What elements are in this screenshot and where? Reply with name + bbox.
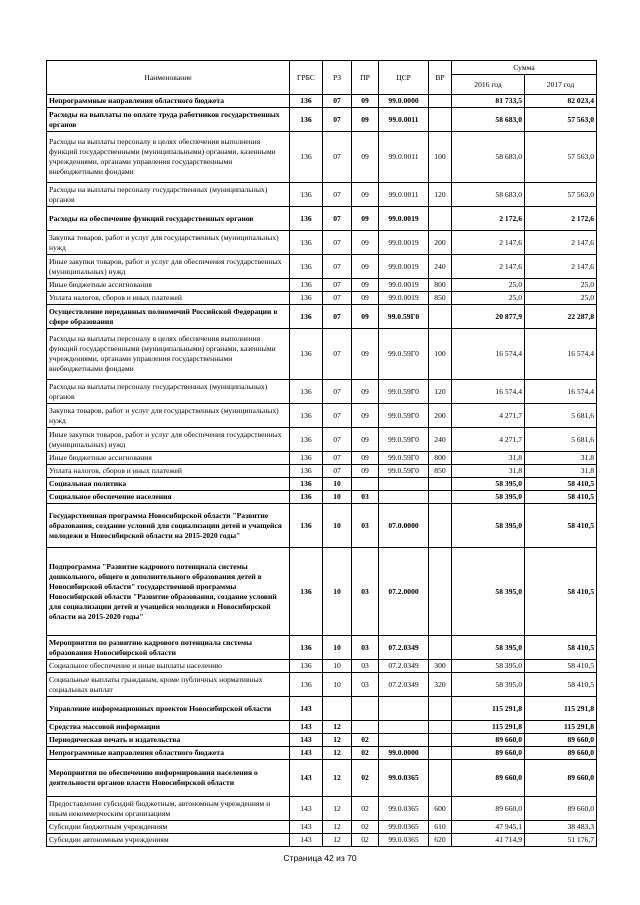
row-sum-2017: 58 410,5 xyxy=(525,491,597,504)
table-row xyxy=(47,279,597,292)
table-row xyxy=(47,255,597,279)
row-rz: 12 xyxy=(323,760,352,797)
page-number: Страница 42 из 70 xyxy=(283,853,357,863)
row-rz: 07 xyxy=(323,465,352,478)
row-rz: 07 xyxy=(323,292,352,305)
row-vr: 800 xyxy=(429,452,452,465)
row-name: Расходы на выплаты персоналу в целях обеспечения выполнения функций государственными (муниципальными) органами, казенными учреждениями, органами управления государственными внебюджетными фондами xyxy=(47,329,290,380)
row-vr xyxy=(429,760,452,797)
row-name: Расходы на обеспечение функций государственных органов xyxy=(47,207,290,231)
table-row xyxy=(47,292,597,305)
row-pr: 09 xyxy=(352,255,379,279)
row-name: Закупка товаров, работ и услуг для государственных (муниципальных) нужд xyxy=(47,231,290,255)
row-vr: 850 xyxy=(429,292,452,305)
row-pr: 03 xyxy=(352,636,379,660)
row-name: Непрограммные направления областного бюджета xyxy=(47,747,290,760)
row-csr xyxy=(379,697,429,721)
row-sum-2016: 31,8 xyxy=(452,465,525,478)
row-csr: 07.2.0349 xyxy=(379,673,429,697)
row-grbs: 136 xyxy=(290,491,323,504)
row-csr: 99.0.0011 xyxy=(379,132,429,183)
row-csr: 99.0.0019 xyxy=(379,292,429,305)
row-vr: 320 xyxy=(429,673,452,697)
row-csr: 07.2.0349 xyxy=(379,660,429,673)
row-pr xyxy=(352,478,379,491)
row-sum-2017: 25,0 xyxy=(525,279,597,292)
table-row xyxy=(47,183,597,207)
table-row xyxy=(47,132,597,183)
row-vr xyxy=(429,747,452,760)
row-grbs: 136 xyxy=(290,404,323,428)
row-grbs: 136 xyxy=(290,292,323,305)
row-name: Расходы на выплаты по оплате труда работников государственных органов xyxy=(47,108,290,132)
row-rz: 07 xyxy=(323,404,352,428)
row-rz: 10 xyxy=(323,478,352,491)
row-csr: 99.0.0011 xyxy=(379,108,429,132)
row-grbs: 136 xyxy=(290,207,323,231)
row-vr: 300 xyxy=(429,660,452,673)
row-sum-2017: 58 410,5 xyxy=(525,504,597,548)
table-row xyxy=(47,834,597,847)
row-pr: 03 xyxy=(352,660,379,673)
row-csr: 99.0.0011 xyxy=(379,183,429,207)
row-rz: 07 xyxy=(323,108,352,132)
table-row xyxy=(47,404,597,428)
row-name: Предоставление субсидий бюджетным, автономным учреждениям и иным некоммерческим организациям xyxy=(47,797,290,821)
row-vr xyxy=(429,734,452,747)
row-sum-2017: 5 681,6 xyxy=(525,428,597,452)
row-pr: 09 xyxy=(352,279,379,292)
row-sum-2017: 58 410,5 xyxy=(525,673,597,697)
row-sum-2016: 58 683,0 xyxy=(452,108,525,132)
row-sum-2017: 2 172,6 xyxy=(525,207,597,231)
table-row xyxy=(47,428,597,452)
row-pr: 02 xyxy=(352,760,379,797)
table-row xyxy=(47,231,597,255)
row-name: Расходы на выплаты персоналу в целях обеспечения выполнения функций государственными (муниципальными) органами, казенными учреждениями, органами управления государственными внебюджетными фондами xyxy=(47,132,290,183)
row-sum-2017: 2 147,6 xyxy=(525,255,597,279)
row-pr: 09 xyxy=(352,231,379,255)
row-pr: 02 xyxy=(352,834,379,847)
row-sum-2017: 31,8 xyxy=(525,465,597,478)
row-sum-2017: 89 660,0 xyxy=(525,747,597,760)
row-sum-2016: 81 733,5 xyxy=(452,95,525,108)
row-grbs: 136 xyxy=(290,636,323,660)
row-csr: 99.0.0019 xyxy=(379,207,429,231)
row-sum-2016: 25,0 xyxy=(452,279,525,292)
row-grbs: 136 xyxy=(290,255,323,279)
header-year-2017: 2017 год xyxy=(525,75,597,95)
table-row xyxy=(47,95,597,108)
header-pr: ПР xyxy=(352,61,379,95)
row-sum-2017: 38 483,3 xyxy=(525,821,597,834)
row-pr: 03 xyxy=(352,548,379,636)
row-name: Средства массовой информации xyxy=(47,721,290,734)
row-pr: 09 xyxy=(352,132,379,183)
row-name: Уплата налогов, сборов и иных платежей xyxy=(47,292,290,305)
row-sum-2017: 115 291,8 xyxy=(525,721,597,734)
row-pr: 09 xyxy=(352,404,379,428)
row-name: Социальное обеспечение населения xyxy=(47,491,290,504)
row-pr: 09 xyxy=(352,452,379,465)
row-grbs: 136 xyxy=(290,329,323,380)
row-vr xyxy=(429,95,452,108)
table-row xyxy=(47,478,597,491)
table-row xyxy=(47,452,597,465)
row-vr: 600 xyxy=(429,797,452,821)
row-vr: 240 xyxy=(429,428,452,452)
row-name: Периодическая печать и издательства xyxy=(47,734,290,747)
row-vr: 800 xyxy=(429,279,452,292)
row-pr: 09 xyxy=(352,305,379,329)
row-csr: 99.0.59Г0 xyxy=(379,380,429,404)
row-rz: 07 xyxy=(323,183,352,207)
row-sum-2017: 58 410,5 xyxy=(525,548,597,636)
row-vr xyxy=(429,207,452,231)
row-pr: 02 xyxy=(352,821,379,834)
row-name: Непрограммные направления областного бюджета xyxy=(47,95,290,108)
row-sum-2017: 16 574,4 xyxy=(525,380,597,404)
row-vr: 620 xyxy=(429,834,452,847)
row-pr: 09 xyxy=(352,95,379,108)
table-row xyxy=(47,797,597,821)
header-csr: ЦСР xyxy=(379,61,429,95)
row-rz: 07 xyxy=(323,255,352,279)
table-row xyxy=(47,821,597,834)
row-csr: 07.2.0349 xyxy=(379,636,429,660)
row-rz: 07 xyxy=(323,452,352,465)
row-sum-2016: 58 395,0 xyxy=(452,636,525,660)
row-name: Субсидии бюджетным учреждениям xyxy=(47,821,290,834)
table-row xyxy=(47,465,597,478)
row-sum-2016: 58 395,0 xyxy=(452,491,525,504)
row-vr xyxy=(429,697,452,721)
row-name: Управление информационных проектов Новосибирской области xyxy=(47,697,290,721)
row-sum-2016: 2 147,6 xyxy=(452,255,525,279)
row-pr xyxy=(352,721,379,734)
row-grbs: 143 xyxy=(290,734,323,747)
row-grbs: 136 xyxy=(290,452,323,465)
row-csr: 99.0.0000 xyxy=(379,95,429,108)
row-grbs: 136 xyxy=(290,183,323,207)
row-sum-2017: 5 681,6 xyxy=(525,404,597,428)
header-vr: ВР xyxy=(429,61,452,95)
row-csr: 99.0.59Г0 xyxy=(379,329,429,380)
row-vr: 120 xyxy=(429,380,452,404)
row-sum-2016: 58 395,0 xyxy=(452,660,525,673)
row-name: Социальные выплаты гражданам, кроме публичных нормативных социальных выплат xyxy=(47,673,290,697)
row-grbs: 136 xyxy=(290,673,323,697)
row-sum-2016: 47 945,1 xyxy=(452,821,525,834)
row-vr xyxy=(429,636,452,660)
row-rz: 07 xyxy=(323,329,352,380)
row-pr: 09 xyxy=(352,329,379,380)
row-sum-2017: 16 574,4 xyxy=(525,329,597,380)
row-csr xyxy=(379,478,429,491)
row-rz: 07 xyxy=(323,207,352,231)
row-sum-2016: 25,0 xyxy=(452,292,525,305)
table-row xyxy=(47,491,597,504)
row-pr: 09 xyxy=(352,380,379,404)
table-row xyxy=(47,673,597,697)
row-sum-2017: 58 410,5 xyxy=(525,660,597,673)
row-pr: 02 xyxy=(352,747,379,760)
row-sum-2017: 58 410,5 xyxy=(525,478,597,491)
row-sum-2016: 58 395,0 xyxy=(452,548,525,636)
row-csr: 99.0.0019 xyxy=(379,231,429,255)
row-grbs: 136 xyxy=(290,465,323,478)
row-sum-2016: 58 395,0 xyxy=(452,478,525,491)
row-rz: 10 xyxy=(323,673,352,697)
row-rz: 12 xyxy=(323,734,352,747)
row-csr: 99.0.0019 xyxy=(379,279,429,292)
row-sum-2016: 58 395,0 xyxy=(452,673,525,697)
row-csr xyxy=(379,491,429,504)
row-pr xyxy=(352,697,379,721)
row-sum-2016: 89 660,0 xyxy=(452,797,525,821)
table-row xyxy=(47,636,597,660)
row-vr xyxy=(429,491,452,504)
budget-table xyxy=(46,60,597,847)
row-sum-2016: 58 683,0 xyxy=(452,183,525,207)
row-vr: 610 xyxy=(429,821,452,834)
header-grbs: ГРБС xyxy=(290,61,323,95)
row-csr: 99.0.0000 xyxy=(379,747,429,760)
row-grbs: 136 xyxy=(290,380,323,404)
row-vr xyxy=(429,108,452,132)
row-pr: 09 xyxy=(352,207,379,231)
row-grbs: 143 xyxy=(290,747,323,760)
table-body xyxy=(47,95,597,847)
table-header xyxy=(47,61,597,95)
row-vr: 200 xyxy=(429,231,452,255)
row-rz: 07 xyxy=(323,132,352,183)
row-name: Социальное обеспечение и иные выплаты населению xyxy=(47,660,290,673)
row-sum-2017: 57 563,0 xyxy=(525,108,597,132)
row-sum-2017: 51 176,7 xyxy=(525,834,597,847)
row-name: Расходы на выплаты персоналу государственных (муниципальных) органов xyxy=(47,380,290,404)
row-name: Осуществление переданных полномочий Российской Федерации в сфере образования xyxy=(47,305,290,329)
row-vr: 120 xyxy=(429,183,452,207)
row-sum-2016: 58 395,0 xyxy=(452,504,525,548)
row-vr: 240 xyxy=(429,255,452,279)
row-csr: 99.0.0365 xyxy=(379,797,429,821)
header-rz: РЗ xyxy=(323,61,352,95)
row-vr xyxy=(429,721,452,734)
row-sum-2017: 89 660,0 xyxy=(525,734,597,747)
row-csr xyxy=(379,734,429,747)
row-csr: 07.2.0000 xyxy=(379,548,429,636)
row-grbs: 136 xyxy=(290,108,323,132)
row-grbs: 136 xyxy=(290,478,323,491)
row-pr: 03 xyxy=(352,491,379,504)
row-sum-2016: 16 574,4 xyxy=(452,329,525,380)
row-sum-2017: 89 660,0 xyxy=(525,797,597,821)
row-csr: 07.0.0000 xyxy=(379,504,429,548)
row-pr: 09 xyxy=(352,183,379,207)
table-row xyxy=(47,660,597,673)
row-name: Уплата налогов, сборов и иных платежей xyxy=(47,465,290,478)
row-grbs: 143 xyxy=(290,821,323,834)
row-grbs: 136 xyxy=(290,279,323,292)
row-rz: 07 xyxy=(323,231,352,255)
row-rz xyxy=(323,697,352,721)
table-row xyxy=(47,734,597,747)
row-grbs: 143 xyxy=(290,697,323,721)
table-row xyxy=(47,721,597,734)
row-sum-2016: 2 147,6 xyxy=(452,231,525,255)
row-pr: 02 xyxy=(352,797,379,821)
row-name: Мероприятия по развитию кадрового потенциала системы образования Новосибирской области xyxy=(47,636,290,660)
row-sum-2016: 115 291,8 xyxy=(452,721,525,734)
row-grbs: 136 xyxy=(290,95,323,108)
row-rz: 07 xyxy=(323,380,352,404)
row-name: Иные бюджетные ассигнования xyxy=(47,279,290,292)
table-row xyxy=(47,108,597,132)
row-rz: 07 xyxy=(323,305,352,329)
row-pr: 09 xyxy=(352,428,379,452)
row-name: Социальная политика xyxy=(47,478,290,491)
row-rz: 12 xyxy=(323,747,352,760)
row-rz: 12 xyxy=(323,834,352,847)
row-sum-2017: 89 660,0 xyxy=(525,760,597,797)
row-csr xyxy=(379,721,429,734)
row-csr: 99.0.0019 xyxy=(379,255,429,279)
row-sum-2016: 89 660,0 xyxy=(452,760,525,797)
row-name: Субсидии автономным учреждениям xyxy=(47,834,290,847)
row-pr: 02 xyxy=(352,734,379,747)
row-rz: 10 xyxy=(323,548,352,636)
row-sum-2016: 16 574,4 xyxy=(452,380,525,404)
header-year-2016: 2016 год xyxy=(452,75,525,95)
row-csr: 99.0.59Г0 xyxy=(379,452,429,465)
table-row xyxy=(47,207,597,231)
row-csr: 99.0.59Г0 xyxy=(379,428,429,452)
row-grbs: 136 xyxy=(290,132,323,183)
row-csr: 99.0.59Г0 xyxy=(379,404,429,428)
row-rz: 07 xyxy=(323,279,352,292)
row-grbs: 136 xyxy=(290,305,323,329)
row-rz: 12 xyxy=(323,797,352,821)
row-grbs: 136 xyxy=(290,548,323,636)
row-rz: 10 xyxy=(323,636,352,660)
row-vr: 200 xyxy=(429,404,452,428)
row-name: Иные закупки товаров, работ и услуг для обеспечения государственных (муниципальных) нужд xyxy=(47,255,290,279)
row-name: Мероприятия по обеспечению информирования населения о деятельности органов власти Новосибирской области xyxy=(47,760,290,797)
table-row xyxy=(47,548,597,636)
row-sum-2016: 20 877,9 xyxy=(452,305,525,329)
row-csr: 99.0.59Г0 xyxy=(379,465,429,478)
row-sum-2017: 57 563,0 xyxy=(525,132,597,183)
row-sum-2016: 58 683,0 xyxy=(452,132,525,183)
row-vr xyxy=(429,548,452,636)
row-grbs: 143 xyxy=(290,760,323,797)
row-rz: 12 xyxy=(323,721,352,734)
row-vr xyxy=(429,504,452,548)
row-grbs: 136 xyxy=(290,660,323,673)
table-row xyxy=(47,380,597,404)
row-grbs: 136 xyxy=(290,231,323,255)
row-csr: 99.0.59Г0 xyxy=(379,305,429,329)
row-name: Государственная программа Новосибирской области "Развитие образования, создание условий для социализации детей и учащейся молодежи в Новосибирской области на 2015-2020 годы" xyxy=(47,504,290,548)
table-row xyxy=(47,747,597,760)
row-name: Подпрограмма "Развитие кадрового потенциала системы дошкольного, общего и дополнительного образования детей в Новосибирской области" государственной программы Новосибирской области "Развитие образования, создание условий для социализации детей и учащейся молодежи в Новосибирской области на 2015-2020 годы" xyxy=(47,548,290,636)
row-sum-2016: 89 660,0 xyxy=(452,747,525,760)
row-vr xyxy=(429,305,452,329)
row-rz: 10 xyxy=(323,660,352,673)
row-sum-2016: 4 271,7 xyxy=(452,428,525,452)
row-sum-2017: 25,0 xyxy=(525,292,597,305)
row-sum-2017: 58 410,5 xyxy=(525,636,597,660)
row-sum-2017: 115 291,8 xyxy=(525,697,597,721)
row-sum-2016: 31,8 xyxy=(452,452,525,465)
row-rz: 10 xyxy=(323,504,352,548)
row-sum-2017: 82 023,4 xyxy=(525,95,597,108)
row-sum-2016: 2 172,6 xyxy=(452,207,525,231)
table-row xyxy=(47,305,597,329)
row-sum-2016: 115 291,8 xyxy=(452,697,525,721)
row-grbs: 143 xyxy=(290,721,323,734)
row-pr: 09 xyxy=(352,292,379,305)
row-grbs: 136 xyxy=(290,504,323,548)
row-vr xyxy=(429,478,452,491)
row-sum-2016: 4 271,7 xyxy=(452,404,525,428)
row-vr: 100 xyxy=(429,329,452,380)
row-csr: 99.0.0365 xyxy=(379,821,429,834)
row-pr: 09 xyxy=(352,108,379,132)
row-pr: 03 xyxy=(352,504,379,548)
row-name: Иные бюджетные ассигнования xyxy=(47,452,290,465)
row-name: Иные закупки товаров, работ и услуг для обеспечения государственных (муниципальных) нужд xyxy=(47,428,290,452)
table-row xyxy=(47,760,597,797)
table-row xyxy=(47,329,597,380)
header-sum: Сумма xyxy=(452,61,597,75)
row-grbs: 136 xyxy=(290,428,323,452)
row-rz: 07 xyxy=(323,95,352,108)
row-sum-2017: 2 147,6 xyxy=(525,231,597,255)
row-csr: 99.0.0365 xyxy=(379,760,429,797)
row-name: Расходы на выплаты персоналу государственных (муниципальных) органов xyxy=(47,183,290,207)
row-pr: 03 xyxy=(352,673,379,697)
table-row xyxy=(47,697,597,721)
row-rz: 12 xyxy=(323,821,352,834)
row-vr: 100 xyxy=(429,132,452,183)
row-pr: 09 xyxy=(352,465,379,478)
budget-sheet xyxy=(46,60,596,847)
row-name: Закупка товаров, работ и услуг для государственных (муниципальных) нужд xyxy=(47,404,290,428)
row-sum-2016: 89 660,0 xyxy=(452,734,525,747)
header-name: Наименование xyxy=(47,61,290,95)
row-grbs: 143 xyxy=(290,834,323,847)
table-row xyxy=(47,504,597,548)
row-csr: 99.0.0365 xyxy=(379,834,429,847)
row-rz: 10 xyxy=(323,491,352,504)
row-sum-2017: 57 563,0 xyxy=(525,183,597,207)
row-sum-2017: 31,8 xyxy=(525,452,597,465)
row-grbs: 143 xyxy=(290,797,323,821)
row-sum-2016: 41 714,9 xyxy=(452,834,525,847)
row-rz: 07 xyxy=(323,428,352,452)
row-sum-2017: 22 287,8 xyxy=(525,305,597,329)
row-vr: 850 xyxy=(429,465,452,478)
